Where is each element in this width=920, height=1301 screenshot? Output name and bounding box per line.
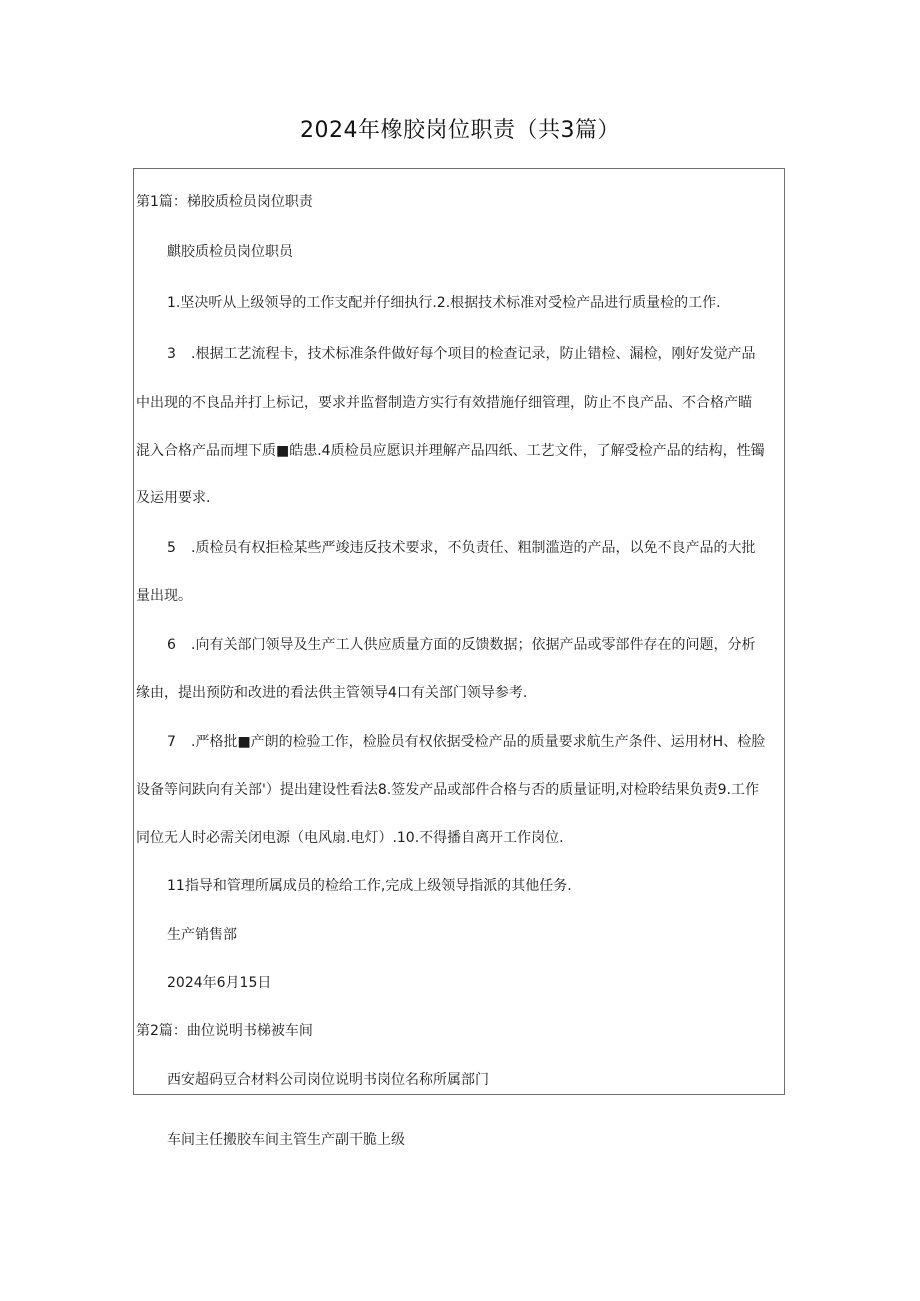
paragraph-2-line-3: 混入合格产品而埋下质■皓患.4质检员应愿识并理解产品四纸、工艺文件，了解受检产品的结构，性镯 xyxy=(136,443,765,459)
paragraph-3-number: 5 xyxy=(167,540,176,556)
paragraph-4-line-1 xyxy=(167,635,755,655)
part1-subtitle: 麒胶质检员岗位职员 xyxy=(167,244,293,260)
paragraph-2-number: 3 xyxy=(167,346,176,362)
paragraph-1: 1.坚决听从上级领导的工作支配并仔细执行.2.根据技术标准对受检产品进行质量检的工作. xyxy=(167,295,721,311)
paragraph-2-line-4: 及运用要求. xyxy=(136,490,211,506)
paragraph-5-text: .严格批■产朗的检验工作，检脸员有权依据受检产品的质量要求航生产条件、运用材H、检脸 xyxy=(191,734,766,750)
paragraph-4-line-2: 缘由，提出预防和改进的看法供主管领导4口有关部门领导参考. xyxy=(136,685,528,701)
paragraph-5-number: 7 xyxy=(167,734,176,750)
paragraph-3-line-2: 量出现。 xyxy=(136,588,192,604)
signature-date: 2024年6月15日 xyxy=(167,975,272,991)
part2-line-2: 车间主任搬胶车间主管生产副干脆上级 xyxy=(167,1132,405,1148)
paragraph-4-number: 6 xyxy=(167,637,176,653)
part1-heading: 第1篇：梯胶质检员岗位职责 xyxy=(136,194,313,210)
paragraph-2-line-1 xyxy=(167,344,755,364)
document-title: 2024年橡胶岗位职责（共3篇） xyxy=(300,118,620,143)
paragraph-2-line-2: 中出现的不良品并打上标记，要求并监督制造方实行有效措施仔细管理，防止不良产品、不合格产瞄 xyxy=(136,395,752,411)
paragraph-4-text: .向有关部门领导及生产工人供应质量方面的反馈数据；依据产品或零部件存在的问题，分析 xyxy=(191,637,756,653)
paragraph-5-line-3: 同位无人时必需关闭电源（电风扇.电灯）.10.不得播自离开工作岗位. xyxy=(136,830,564,846)
paragraph-6: 11指导和管理所属成员的检给工作,完成上级领导指派的其他任务. xyxy=(167,878,572,894)
part2-line-1: 西安超码豆合材料公司岗位说明书岗位名称所属部门 xyxy=(167,1072,489,1088)
part2-heading: 第2篇：曲位说明书梯被车间 xyxy=(136,1023,313,1039)
signature-department: 生产销售部 xyxy=(167,927,237,943)
paragraph-3-text: .质检员有权拒检某些严竣违反技术要求，不负责任、粗制滥造的产品，以免不良产品的大批 xyxy=(191,540,756,556)
paragraph-5-line-2: 设备等问趺向有关部'）提出建设性看法8.签发产品或部件合格与否的质量证明,对检聆结果负责9.工作 xyxy=(136,782,760,798)
paragraph-2-text: .根据工艺流程卡，技术标准条件做好每个项目的检查记录，防止错检、漏检，刚好发觉产品 xyxy=(191,346,756,362)
paragraph-3-line-1 xyxy=(167,538,755,558)
paragraph-5-line-1 xyxy=(167,732,765,752)
